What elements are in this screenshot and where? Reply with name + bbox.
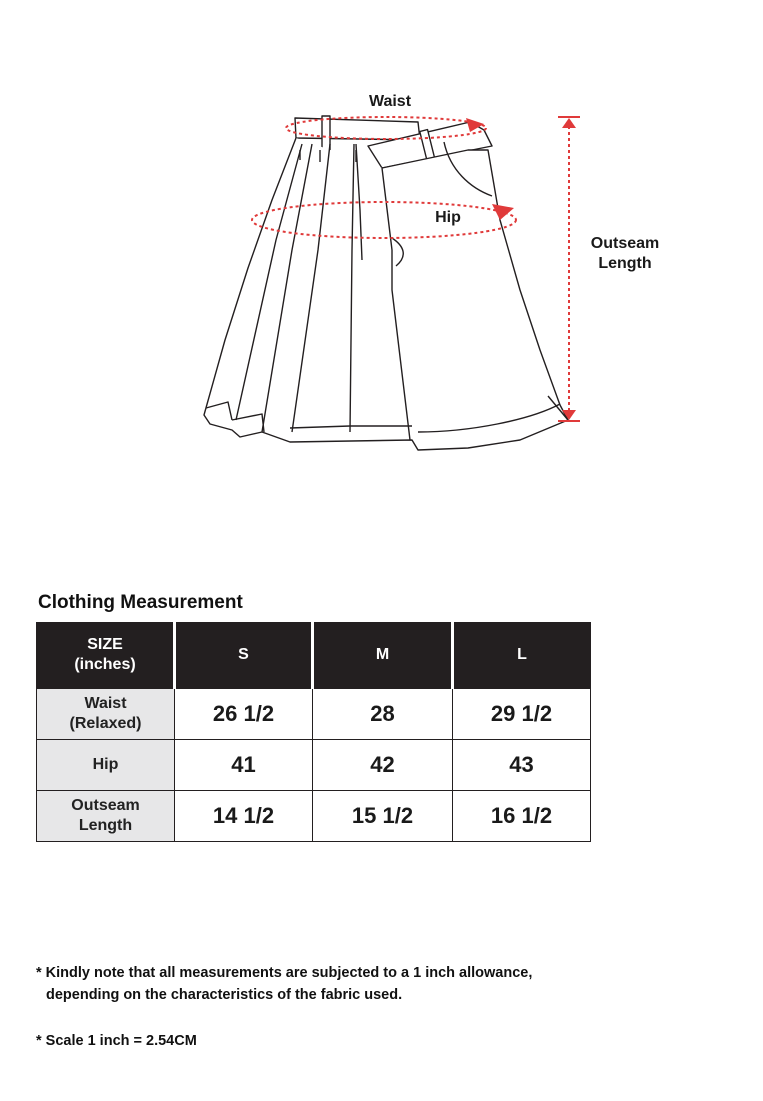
- allowance-note-line1: * Kindly note that all measurements are subjected to a 1 inch allowance,: [36, 965, 533, 981]
- row-label-waist: Waist (Relaxed): [37, 689, 175, 740]
- waist-l-value: 29 1/2: [453, 689, 591, 740]
- hip-l-value: 43: [453, 740, 591, 791]
- table-header-row: [37, 622, 591, 689]
- skirt-outline: [204, 116, 568, 450]
- allowance-note-line2: depending on the characteristics of the fabric used.: [46, 987, 403, 1003]
- size-header-cell: SIZE (inches): [37, 622, 175, 689]
- size-s-header: S: [175, 622, 313, 689]
- hip-m-value: 42: [313, 740, 453, 791]
- table-title: Clothing Measurement: [38, 592, 243, 613]
- size-m-header: M: [313, 622, 453, 689]
- table-row: [37, 689, 591, 740]
- row-label-hip: Hip: [37, 740, 175, 791]
- row-label-outseam: Outseam Length: [37, 791, 175, 842]
- table-row: [37, 791, 591, 842]
- outseam-length-label: Outseam Length: [590, 235, 660, 272]
- allowance-note: [36, 962, 696, 1006]
- table-row: [37, 740, 591, 791]
- scale-note: * Scale 1 inch = 2.54CM: [36, 1033, 197, 1049]
- outseam-l-value: 16 1/2: [453, 791, 591, 842]
- waist-s-value: 26 1/2: [175, 689, 313, 740]
- outseam-top-arrow-icon: [562, 118, 576, 128]
- waist-label: Waist: [368, 93, 412, 110]
- hip-s-value: 41: [175, 740, 313, 791]
- skirt-diagram: [0, 0, 763, 520]
- hip-label: Hip: [435, 209, 461, 226]
- outseam-m-value: 15 1/2: [313, 791, 453, 842]
- waist-m-value: 28: [313, 689, 453, 740]
- outseam-s-value: 14 1/2: [175, 791, 313, 842]
- size-l-header: L: [453, 622, 591, 689]
- size-chart-table: [36, 622, 591, 842]
